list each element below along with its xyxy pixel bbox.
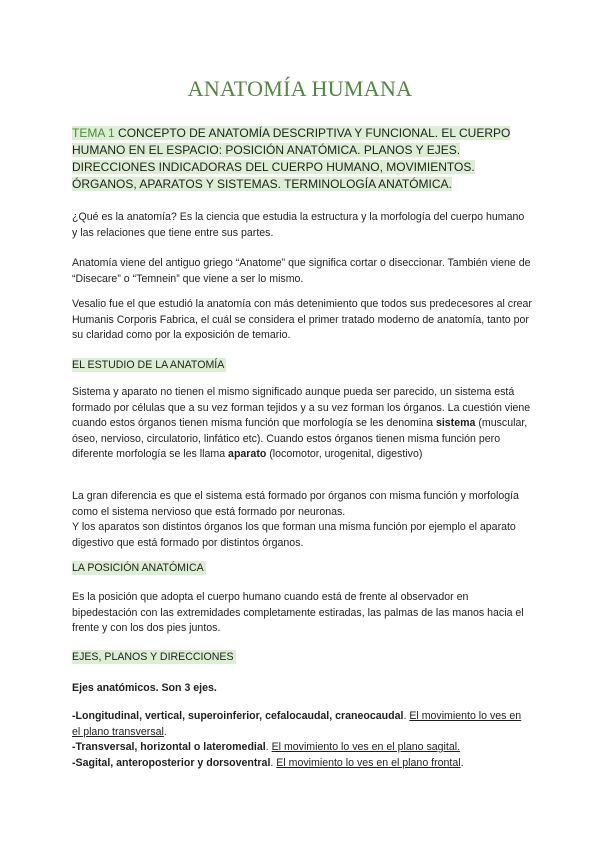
section-heading-estudio — [72, 358, 532, 373]
separator: . — [270, 756, 277, 769]
intro-paragraph-3 — [72, 297, 532, 344]
estudio-text-2a: La gran diferencia es que el sistema está formado por órganos con misma función y morfología como el sistema nervioso que está formado por neuronas. — [72, 490, 519, 518]
intro-paragraph-2 — [72, 256, 532, 287]
axis-name: -Transversal, horizontal o lateromedial — [72, 741, 266, 753]
text-run: Sistema y aparato no tienen el mismo significado aunque pueda ser parecido, un sistema está formado por células que a su vez forman tejidos y a su vez forman los órganos. La cuestión viene cuando estos órganos tienen misma función que morfología se les denomina — [72, 386, 531, 429]
text-run: (muscular, óseo, nervioso, circulatorio, linfático etc). Cuando estos órganos tienen misma función pero diferente morfología se les llama — [72, 417, 528, 460]
separator: . — [403, 710, 410, 722]
ejes-subheading-text: Ejes anatómicos. Son 3 ejes. — [72, 682, 217, 694]
axis-item — [72, 756, 532, 772]
axis-plane-note: El movimiento lo ves en el plano frontal — [276, 756, 461, 769]
axis-plane-note: El movimiento lo ves en el plano transversal — [72, 710, 522, 738]
section-heading-posicion — [72, 561, 532, 576]
ejes-subheading — [72, 681, 532, 697]
estudio-text-1 — [72, 385, 532, 463]
posicion-text: Es la posición que adopta el cuerpo humano cuando está de frente al observador en bipedestación con las extremidades completamente estiradas, las palmas de las manos hacia el frente y con los dos pies juntos. — [72, 591, 524, 634]
intro-paragraph-1 — [72, 210, 532, 241]
end-punct: . — [460, 756, 464, 769]
bold-term-sistema: sistema — [435, 417, 476, 429]
axis-name: -Longitudinal, vertical, superoinferior, cefalocaudal, craneocaudal — [72, 710, 404, 722]
estudio-text-2b: Y los aparatos son distintos órganos los que forman una misma función por ejemplo el aparato digestivo que está formado por distintos órganos. — [72, 521, 516, 549]
axis-plane-note: El movimiento lo ves en el plano sagital. — [271, 741, 461, 753]
bold-term-aparato: aparato — [228, 448, 267, 460]
theme-highlight — [72, 126, 510, 191]
intro-text-1: ¿Qué es la anatomía? Es la ciencia que estudia la estructura y la morfología del cuerpo humano y las relaciones que tiene entre sus partes. — [72, 211, 525, 239]
theme-number: TEMA 1 — [72, 126, 115, 140]
estudio-paragraph-1 — [72, 385, 532, 463]
section-heading-text: EL ESTUDIO DE LA ANATOMÍA — [72, 359, 225, 371]
section-heading-text: EJES, PLANOS Y DIRECCIONES — [72, 651, 234, 663]
estudio-paragraph-2 — [72, 489, 532, 551]
axis-item — [72, 740, 532, 756]
section-heading-text: LA POSICIÓN ANATÓMICA — [72, 562, 204, 574]
axes-list — [72, 709, 532, 771]
theme-header — [72, 125, 532, 193]
intro-text-2: Anatomía viene del antiguo griego “Anatome” que significa cortar o diseccionar. También viene de “Disecare” o “Temnein” que viene a ser lo mismo. — [72, 257, 531, 285]
end-punct: . — [163, 725, 167, 738]
axis-name: -Sagital, anteroposterior y dorsoventral — [72, 756, 271, 769]
axis-item — [72, 709, 532, 740]
document-title: ANATOMÍA HUMANA — [187, 76, 413, 101]
theme-text: CONCEPTO DE ANATOMÍA DESCRIPTIVA Y FUNCIONAL. EL CUERPO HUMANO EN EL ESPACIO: POSICIÓN ANATÓMICA. PLANOS Y EJES. DIRECCIONES INDICADORAS DEL CUERPO HUMANO, MOVIMIENTOS. ÓRGANOS, APARATOS Y SISTEMAS. TERMINOLOGÍA ANATÓMICA. — [72, 126, 511, 191]
intro-text-3: Vesalio fue el que estudió la anatomía con más detenimiento que todos sus predecesores al crear Humanis Corporis Fabrica, el cuál se considera el primer tratado moderno de anatomía, tanto por su claridad como por la exposición de temario. — [72, 298, 532, 341]
text-run: (locomotor, urogenital, digestivo) — [266, 448, 423, 460]
posicion-paragraph — [72, 590, 532, 637]
section-heading-ejes — [72, 650, 532, 665]
separator: . — [265, 741, 272, 753]
